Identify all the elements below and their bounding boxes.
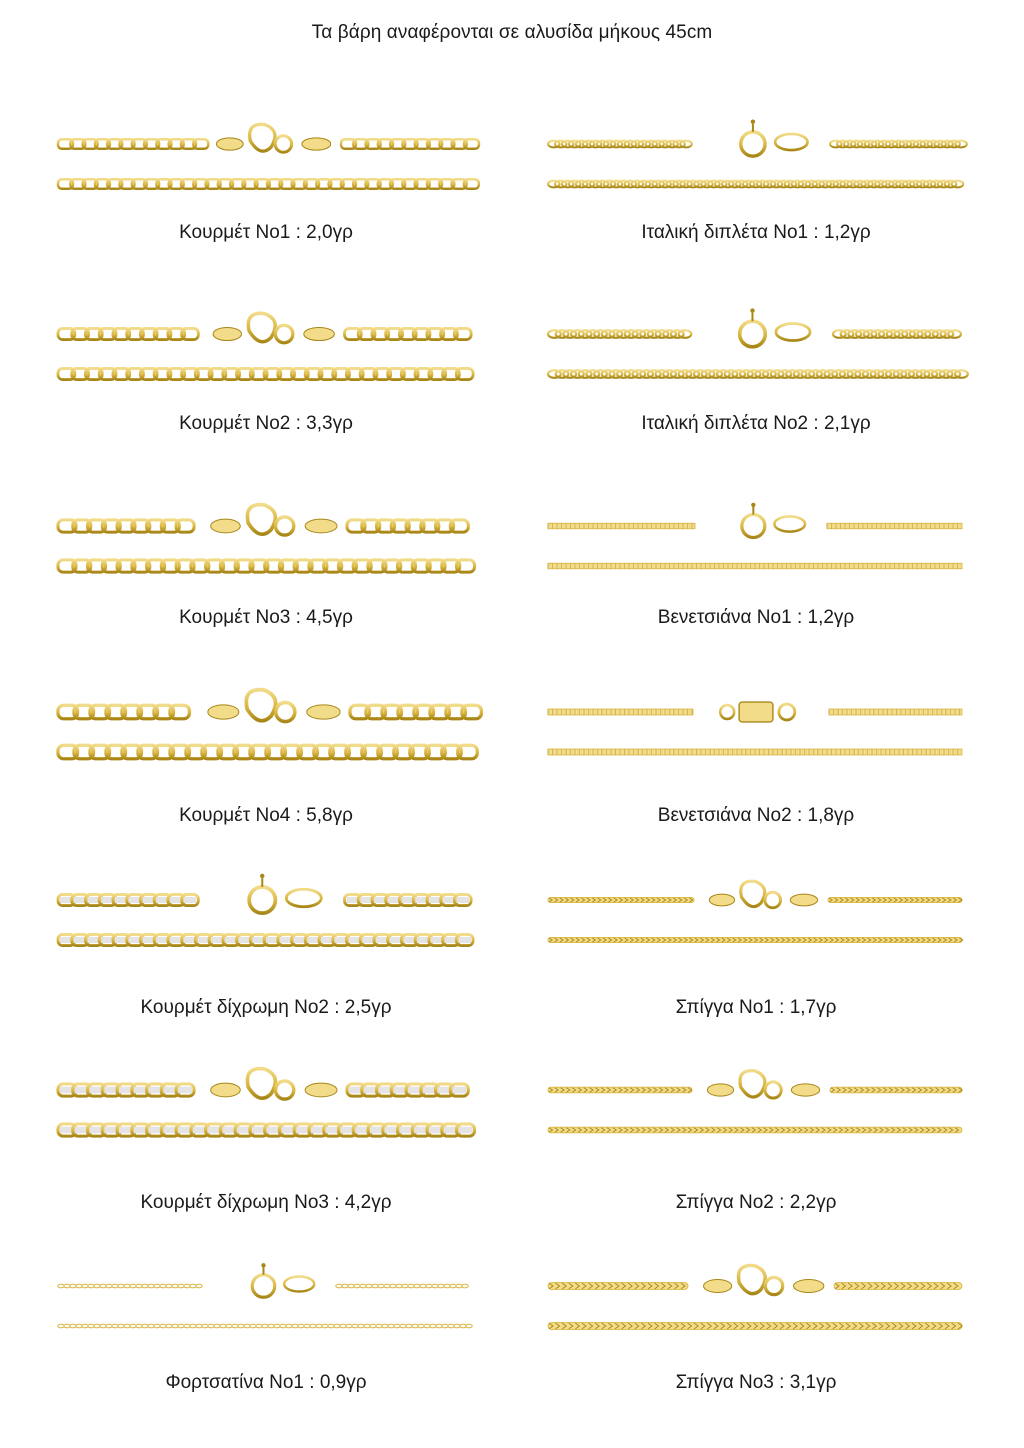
chain-item-fortsatina-1 — [56, 1262, 476, 1392]
chain-item-spigga-3 — [546, 1262, 966, 1392]
chain-strand — [341, 139, 479, 149]
clasp-icon — [211, 1069, 337, 1100]
chain-strand — [345, 328, 472, 339]
chain-strand — [548, 709, 693, 715]
chain-strand — [58, 934, 473, 945]
chain-strand — [58, 368, 473, 379]
chain-item-italiki-1 — [546, 120, 966, 250]
chain-strand — [827, 523, 962, 529]
clasp-icon — [741, 120, 808, 157]
chain-label: Κουρμέτ Νο2 : 3,3γρ — [179, 413, 353, 434]
chain-strand — [58, 705, 189, 719]
chain-label: Κουρμέτ Νο3 : 4,5γρ — [179, 607, 353, 628]
chain-label: Ιταλική διπλέτα Νο1 : 1,2γρ — [641, 222, 871, 243]
chain-photo — [56, 688, 476, 768]
chain-strand — [347, 520, 468, 532]
chain-strand — [58, 1124, 475, 1136]
clasp-icon — [704, 1265, 824, 1294]
chain-strand — [548, 330, 691, 338]
chain-strand — [548, 563, 962, 569]
chain-strand — [834, 1283, 962, 1290]
chain-strand — [830, 141, 967, 148]
chain-item-venetsiana-2 — [546, 688, 966, 826]
chain-strand — [58, 745, 477, 759]
chain-photo — [56, 876, 476, 956]
chain-strand — [548, 1283, 688, 1290]
chain-strand — [548, 749, 962, 755]
chain-item-italiki-2 — [546, 310, 966, 440]
chain-item-venetsiana-1 — [546, 502, 966, 632]
chain-label: Βενετσιάνα Νο1 : 1,2γρ — [657, 607, 855, 628]
chain-strand — [833, 330, 961, 338]
chain-strand — [548, 370, 968, 378]
chain-strand — [548, 523, 695, 529]
chain-label: Βενετσιάνα Νο2 : 1,8γρ — [657, 805, 855, 826]
chain-strand — [350, 705, 481, 719]
clasp-icon — [720, 702, 795, 722]
clasp-icon — [211, 505, 337, 536]
chain-label: Κουρμέτ δίχρωμη Νο2 : 2,5γρ — [140, 997, 392, 1018]
chain-strand — [58, 139, 208, 149]
chain-strand — [548, 937, 963, 942]
chain-photo — [546, 1262, 966, 1342]
chain-label: Σπίγγα Νο2 : 2,2γρ — [675, 1192, 837, 1213]
chain-photo — [56, 120, 476, 200]
chain-photo — [546, 310, 966, 390]
chain-strand — [548, 1087, 692, 1093]
chain-item-spigga-2 — [546, 1066, 966, 1213]
clasp-icon — [709, 881, 817, 908]
chain-label: Κουρμέτ δίχρωμη Νο3 : 4,2γρ — [140, 1192, 392, 1213]
chain-strand — [345, 894, 472, 905]
chain-strand — [58, 328, 198, 339]
clasp-icon — [213, 313, 334, 342]
chain-photo — [56, 1262, 476, 1342]
chain-strand — [58, 179, 479, 189]
chain-label: Φορτσατίνα Νο1 : 0,9γρ — [165, 1372, 367, 1393]
chain-strand — [548, 141, 692, 148]
chain-photo — [56, 1066, 476, 1146]
chain-photo — [546, 876, 966, 956]
chain-photo — [56, 310, 476, 390]
chain-strand — [829, 709, 962, 715]
chain-strand — [58, 1084, 194, 1096]
clasp-icon — [742, 503, 805, 538]
chain-item-kourmet-dixromi-3 — [56, 1066, 476, 1213]
chain-item-kourmet-1 — [56, 120, 476, 250]
chain-strand — [548, 897, 694, 902]
chain-strand — [58, 520, 194, 532]
chain-strand — [58, 1284, 202, 1288]
chain-strand — [336, 1284, 468, 1288]
chain-strand — [828, 897, 962, 902]
clasp-icon — [216, 124, 330, 152]
clasp-icon — [249, 874, 321, 913]
chain-label: Σπίγγα Νο1 : 1,7γρ — [675, 997, 837, 1018]
chain-strand — [830, 1087, 962, 1093]
chain-label: Κουρμέτ Νο4 : 5,8γρ — [179, 805, 353, 826]
clasp-icon — [252, 1263, 314, 1297]
chain-strand — [347, 1084, 468, 1096]
chain-photo — [56, 502, 476, 582]
chain-photo — [546, 1066, 966, 1146]
chain-item-kourmet-2 — [56, 310, 476, 440]
chain-item-kourmet-4 — [56, 688, 476, 826]
chain-strand — [548, 1127, 962, 1133]
chain-strand — [548, 181, 963, 188]
chain-item-kourmet-3 — [56, 502, 476, 632]
chain-photo — [546, 502, 966, 582]
chain-label: Σπίγγα Νο3 : 3,1γρ — [675, 1372, 837, 1393]
clasp-icon — [707, 1071, 819, 1098]
chain-photo — [546, 688, 966, 768]
chain-item-spigga-1 — [546, 876, 966, 1018]
clasp-icon — [208, 690, 340, 722]
chain-item-kourmet-dixromi-2 — [56, 876, 476, 1018]
chain-strand — [548, 1323, 962, 1330]
chain-photo — [546, 120, 966, 200]
chain-strand — [58, 894, 198, 905]
chain-strand — [58, 560, 475, 572]
chain-label: Ιταλική διπλέτα Νο2 : 2,1γρ — [641, 413, 871, 434]
chain-label: Κουρμέτ Νο1 : 2,0γρ — [179, 222, 353, 243]
clasp-icon — [740, 308, 810, 346]
chain-strand — [58, 1324, 472, 1328]
page-title: Τα βάρη αναφέρονται σε αλυσίδα μήκους 45cm — [311, 22, 713, 43]
